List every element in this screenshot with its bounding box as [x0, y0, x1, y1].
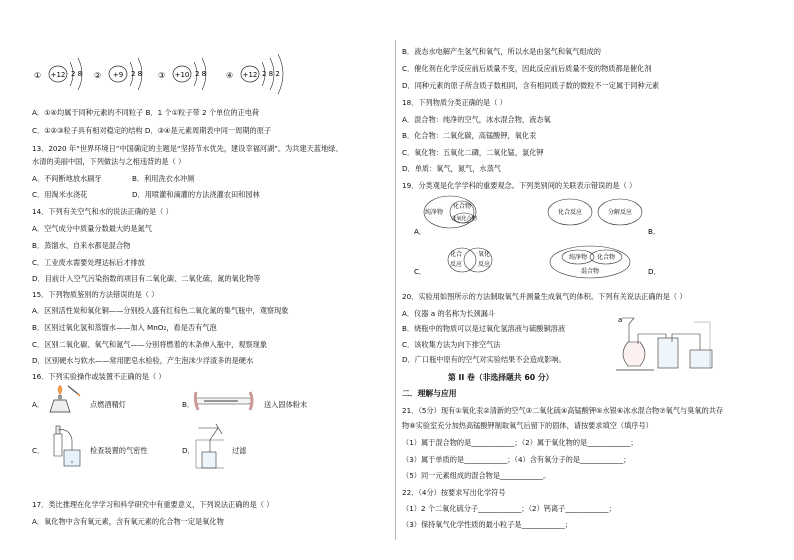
q21-item-5: （5）同一元素组成的混合物是____________。 [402, 471, 551, 480]
atom-index-2: ② [94, 71, 102, 80]
atom-nucleus-2: +9 [112, 71, 124, 79]
atom-structure-figure [32, 52, 292, 96]
q14-option-a: A．空气成分中质量分数最大的是氮气 [32, 224, 152, 233]
atom-index-1: ① [34, 71, 42, 80]
q16-option-a-text: 点燃酒精灯 [90, 400, 126, 409]
q14-option-d: D．目前计入空气污染指数的项目有二氧化碳、二氧化硫、氮的氧化物等 [32, 274, 261, 283]
atom-shells-3: 2 8 [195, 70, 207, 78]
q13-stem-line2: 水清的美丽中国，下列做法与之相违背的是（ ） [32, 157, 186, 166]
q19-d-label-3: 混合物 [580, 268, 600, 275]
q15-option-b: B．区别过氧化氢和蒸馏水——加入 MnO₂，看是否有气泡 [32, 323, 217, 332]
powder-tube-figure [192, 386, 256, 414]
q16-option-d-text: 过滤 [232, 446, 247, 455]
q13-option-d: D．用喷灌和滴灌的方法浇灌农田和园林 [132, 190, 260, 199]
q20-option-c: C．该收集方法为向下排空气法 [402, 340, 501, 349]
q22-item-3: （3）保持氧气化学性质的最小粒子是____________； [402, 520, 572, 529]
q16-option-b-text: 送入固体粉末 [264, 400, 308, 409]
atom-index-4: ④ [226, 71, 234, 80]
q17-option-d: D．同种元素的原子所含质子数相同，含有相同质子数的微粒不一定属于同种元素 [402, 81, 660, 90]
q18-option-b: B．化合物：二氧化碳，高锰酸钾，氧化汞 [402, 131, 537, 140]
q18-stem: 18．下列物质分类正确的是（ ） [402, 98, 507, 107]
q20-option-b: B．烧瓶中的物质可以是过氧化氢溶液与硫酸铜溶液 [402, 324, 566, 333]
q22-stem: 22．（4分）按要求写出化学符号 [402, 488, 506, 497]
q19-c-label-2: 反应 [449, 261, 463, 268]
q19-a-label-2: 化合物 [452, 203, 472, 210]
q19-letter-c: C． [414, 267, 427, 276]
q19-d-label-2: 化合物 [596, 254, 616, 261]
q19-c-label-4: 反应 [477, 261, 491, 268]
q15-option-c: C．区别二氧化碳、氧气和氮气——分别将燃着的木条伸入瓶中，观察现象 [32, 340, 268, 349]
alcohol-lamp-figure [44, 384, 84, 414]
q13-option-c: C．用淘米水浇花 [32, 190, 88, 199]
q19-b-label-1: 化合反应 [557, 209, 583, 216]
atom-diagram-3 [158, 58, 206, 90]
q21-stem-line2: 物⑧实验室充分加热高锰酸钾制取氧气后留下的固体，请按要求填空（填序号） [402, 421, 653, 430]
q12-options-line1: A．①④均属于同种元素的不同粒子 B．1 个①粒子带 2 个单位的正电荷 [32, 108, 260, 117]
q18-option-a: A．混合物：纯净的空气，冰水混合物，液态氧 [402, 115, 551, 124]
part-2-subtitle: 二．理解与应用 [402, 389, 457, 398]
q17-option-a: A．氧化物中含有氧元素，含有氧元素的化合物一定是氧化物 [32, 517, 224, 526]
q21-stem-line1: 21．（5分）现有①氧化汞②清新的空气③二氧化硫④高锰酸钾⑤水银⑥冰水混合物⑦氧气与臭氧的共存 [402, 406, 724, 415]
q15-option-a: A．区别活性炭和氧化铜——分别投入盛有红棕色二氧化氮的集气瓶中，观察现象 [32, 306, 289, 315]
atom-diagram-2 [94, 58, 142, 90]
q13-stem-line1: 13．2020 年“世界环境日”中国确定的主题是“坚持节水优先，建设幸福河湖”。为共建天蓝地绿、 [32, 144, 343, 153]
q16-option-c-letter: C． [32, 446, 45, 455]
classification-diagrams-right [532, 192, 732, 286]
q13-option-a: A．不间断地放水刷牙 [32, 174, 102, 183]
atom-shells-2: 2 8 [131, 70, 143, 78]
q12-options-line2: C．①②③粒子具有相对稳定的结构 D．③④是元素周期表中同一周期的原子 [32, 126, 272, 135]
atom-nucleus-4: +12 [242, 71, 258, 79]
atom-nucleus-3: +10 [174, 71, 190, 79]
apparatus-label-a: a [618, 316, 623, 324]
q19-letter-b: B． [648, 227, 661, 236]
q19-a-label-1: 纯净物 [424, 209, 444, 216]
q16-stem: 16．下列实验操作或装置不正确的是（ ） [32, 372, 166, 381]
q14-option-b: B．蒸馏水、自来水都是混合物 [32, 241, 131, 250]
q17-option-c: C．催化剂在化学反应前后质量不变，因此反应前后质量不变的物质都是催化剂 [402, 64, 652, 73]
q19-b-label-2: 分解反应 [607, 209, 633, 216]
q18-option-c: C．氧化物：五氧化二磷，二氧化锰，氯化钾 [402, 148, 544, 157]
atom-shells-1: 2 8 [71, 70, 83, 78]
q16-option-a-letter: A． [32, 400, 45, 409]
airtight-check-figure [46, 424, 86, 468]
q13-option-b: B．利用洗衣水冲厕 [132, 174, 195, 183]
atom-shells-4: 2 8 2 [262, 70, 280, 78]
q17-option-b: B．液态水电解产生氢气和氧气，所以水是由氢气和氧气组成的 [402, 47, 601, 56]
q17-stem: 17．类比推理在化学学习和科学研究中有重要意义，下列说法正确的是（ ） [32, 500, 274, 509]
oxygen-apparatus-figure [614, 312, 734, 372]
q19-letter-a: A． [414, 227, 427, 236]
atom-nucleus-1: +12 [50, 71, 66, 79]
q15-stem: 15．下列物质鉴别的方法错误的是（ ） [32, 290, 159, 299]
q16-option-d-letter: D． [182, 446, 195, 455]
q21-item-3-4: （3）属于单质的是____________；（4）含有氧分子的是____________； [402, 455, 631, 464]
q19-c-label-3: 氧化 [477, 251, 491, 258]
atom-index-3: ③ [158, 71, 166, 80]
part-2-title: 第 II 卷（非选择题共 60 分） [448, 373, 554, 382]
q19-stem: 19．分类观是化学学科的重要观念。下列类别间的关联表示错误的是（ ） [402, 181, 637, 190]
q14-option-c: C．工业废水需要处理达标后才排放 [32, 258, 145, 267]
q14-stem: 14．下列有关空气和水的说法正确的是（ ） [32, 207, 173, 216]
atom-diagram-1 [34, 58, 82, 90]
q16-option-b-letter: B． [182, 400, 195, 409]
q19-d-label-1: 纯净物 [568, 254, 588, 261]
q20-stem: 20．实验用如图所示的方法制取氧气并测量生成氧气的体积。下列有关说法正确的是（ ） [402, 292, 687, 301]
q15-option-d: D．区别硬水与软水——常用肥皂水检验，产生泡沫少浮渣多的是硬水 [32, 356, 254, 365]
q18-option-d: D．单质：氧气，氮气，水蒸气 [402, 164, 501, 173]
q16-option-c-text: 检查装置的气密性 [90, 446, 148, 455]
column-divider [395, 40, 396, 540]
q20-option-a: A．仪器 a 的名称为长颈漏斗 [402, 309, 495, 318]
q19-letter-d: D． [648, 267, 661, 276]
q20-option-d: D．广口瓶中原有的空气对实验结果不会造成影响。 [402, 355, 566, 364]
q19-a-label-3: 含氧化合物 [451, 216, 477, 222]
q19-c-label-1: 化合 [449, 251, 463, 258]
q22-item-1-2: （1）2 个二氧化硫分子____________；（2）钙离子____________； [402, 504, 616, 513]
q21-item-1-2: （1）属于混合物的是____________；（2）属于氧化物的是____________； [402, 438, 638, 447]
atom-diagram-4 [226, 54, 283, 94]
filtration-figure [194, 424, 228, 470]
